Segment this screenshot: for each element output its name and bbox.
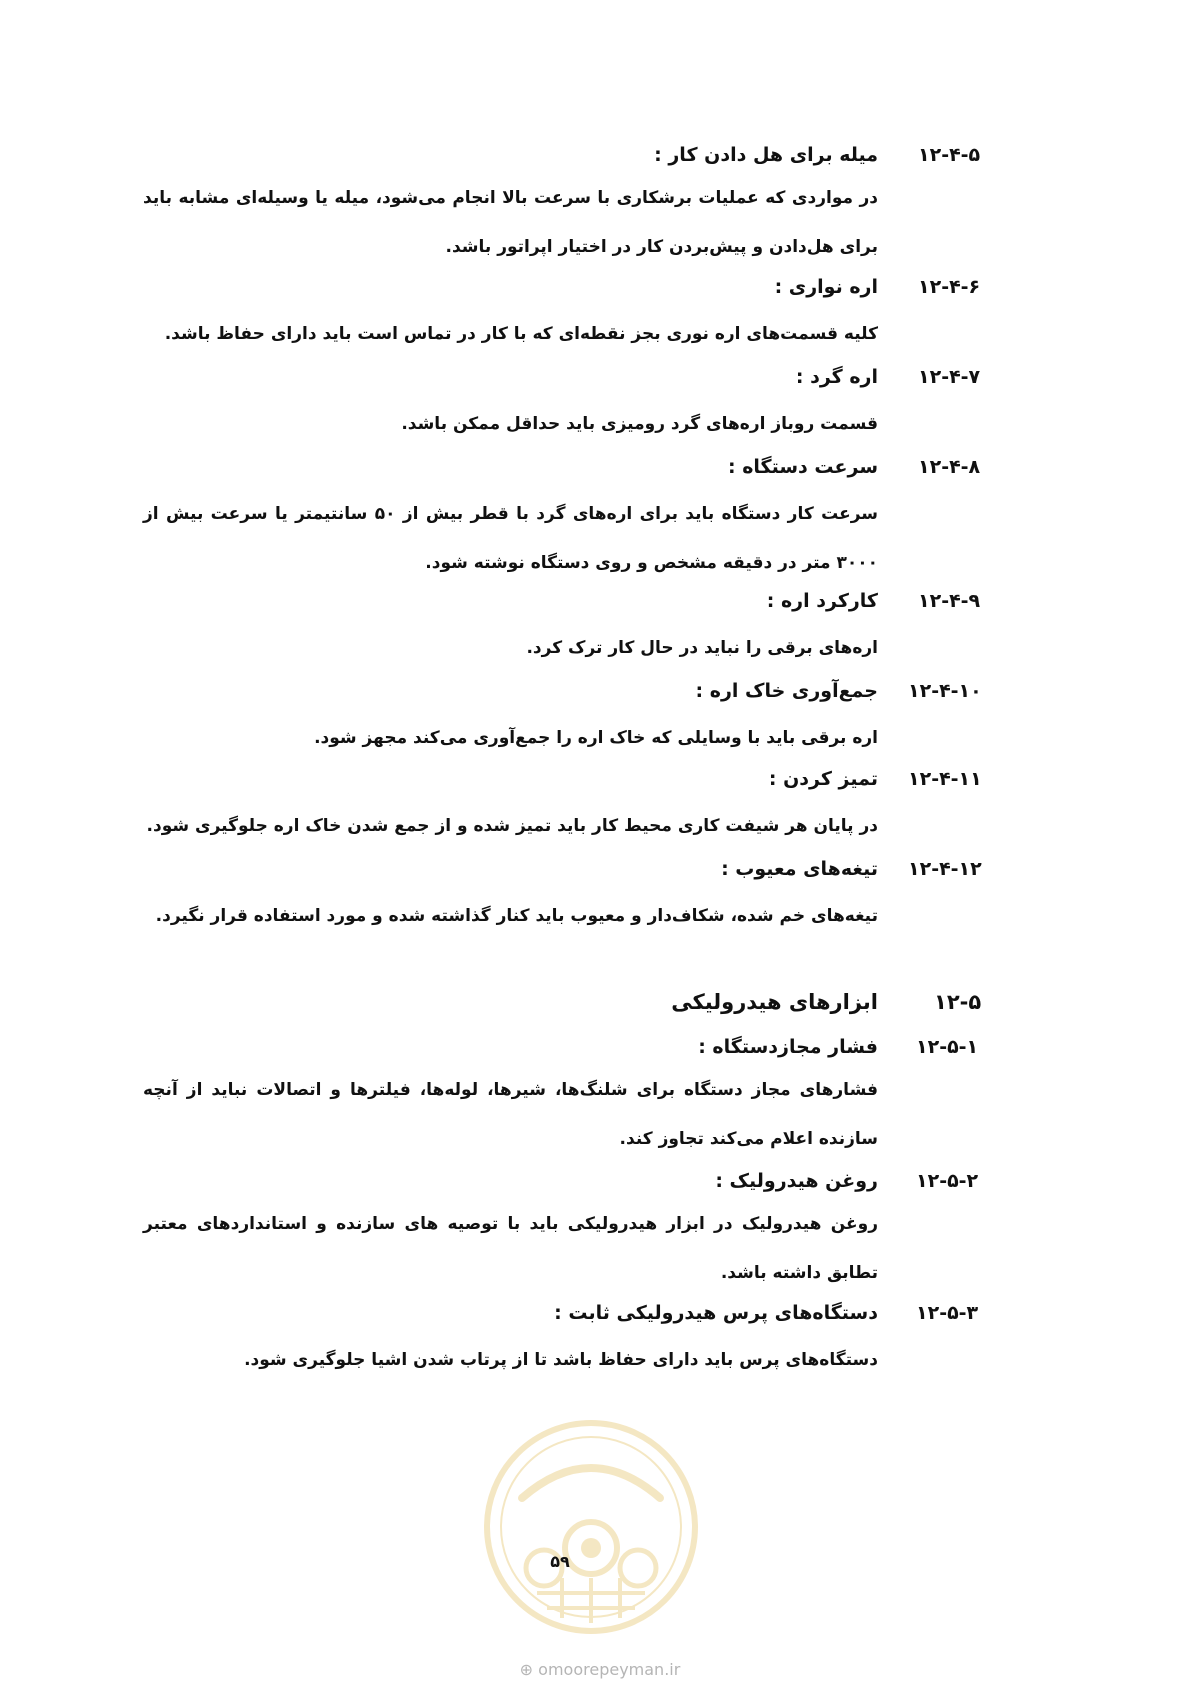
item-body: در پایان هر شیفت کاری محیط کار باید تمیز شده و از جمع شدن خاک اره جلوگیری شود. [146, 816, 878, 836]
item-number: ۱۲-۵-۳ [916, 1302, 979, 1324]
item-number: ۱۲-۴-۵ [918, 144, 981, 166]
item-heading: تیغه‌های معیوب : [721, 858, 878, 880]
item-heading: کارکرد اره : [766, 590, 878, 612]
item-heading: میله برای هل دادن کار : [654, 144, 878, 166]
item-number: ۱۲-۴-۶ [918, 276, 981, 298]
item-body: سرعت کار دستگاه باید برای اره‌های گرد با قطر بیش از ۵۰ سانتیمتر یا سرعت بیش از ۳۰۰۰ متر در دقیقه مشخص و روی دستگاه نوشته شود. [143, 504, 878, 573]
item-heading: جمع‌آوری خاک اره : [695, 680, 878, 702]
item-heading: دستگاه‌های پرس هیدرولیکی ثابت : [554, 1302, 878, 1324]
section-number: ۱۲-۵ [934, 990, 982, 1014]
item-body: در مواردی که عملیات برشکاری با سرعت بالا انجام می‌شود، میله یا وسیله‌ای مشابه باید برای هل‌دادن و پیش‌بردن کار در اختیار اپراتور باشد. [143, 188, 878, 257]
item-body: اره برقی باید با وسایلی که خاک اره را جمع‌آوری می‌کند مجهز شود. [314, 728, 878, 748]
item-number: ۱۲-۵-۲ [916, 1170, 979, 1192]
item-number: ۱۲-۵-۱ [916, 1036, 979, 1058]
item-body: قسمت روباز اره‌های گرد رومیزی باید حداقل ممکن باشد. [401, 414, 878, 434]
item-body: اره‌های برقی را نباید در حال کار ترک کرد. [526, 638, 878, 658]
item-heading: تمیز کردن : [768, 768, 878, 790]
item-body: کلیه قسمت‌های اره نوری بجز نقطه‌ای که با کار در تماس است باید دارای حفاظ باشد. [164, 324, 878, 344]
item-heading: روغن هیدرولیک : [715, 1170, 878, 1192]
item-number: ۱۲-۴-۷ [918, 366, 981, 388]
item-number: ۱۲-۴-۹ [918, 590, 981, 612]
globe-icon: ⊕ [519, 1660, 534, 1679]
item-body: فشارهای مجاز دستگاه برای شلنگ‌ها، شیرها، لوله‌ها، فیلترها و اتصالات نباید از آنچه سازنده اعلام می‌کند تجاوز کند. [143, 1080, 878, 1149]
item-heading: سرعت دستگاه : [727, 456, 878, 478]
item-body: روغن هیدرولیک در ابزار هیدرولیکی باید با توصیه های سازنده و استانداردهای معتبر تطابق داشته باشد. [143, 1214, 878, 1283]
item-body: دستگاه‌های پرس باید دارای حفاظ باشد تا از پرتاب شدن اشیا جلوگیری شود. [244, 1350, 878, 1370]
item-number: ۱۲-۴-۱۲ [908, 858, 982, 880]
item-number: ۱۲-۴-۱۰ [908, 680, 982, 702]
item-heading: اره نواری : [774, 276, 878, 298]
watermark-seal-icon [482, 1418, 700, 1636]
item-heading: اره گرد : [795, 366, 878, 388]
item-body: تیغه‌های خم شده، شکاف‌دار و معیوب باید کنار گذاشته شده و مورد استفاده قرار نگیرد. [155, 906, 878, 926]
item-number: ۱۲-۴-۱۱ [908, 768, 982, 790]
item-number: ۱۲-۴-۸ [918, 456, 981, 478]
item-heading: فشار مجازدستگاه : [698, 1036, 878, 1058]
watermark-site: ⊕ omoorepeyman.ir [519, 1660, 681, 1679]
page-number: ۵۹ [550, 1552, 570, 1571]
section-title: ابزارهای هیدرولیکی [671, 990, 878, 1014]
